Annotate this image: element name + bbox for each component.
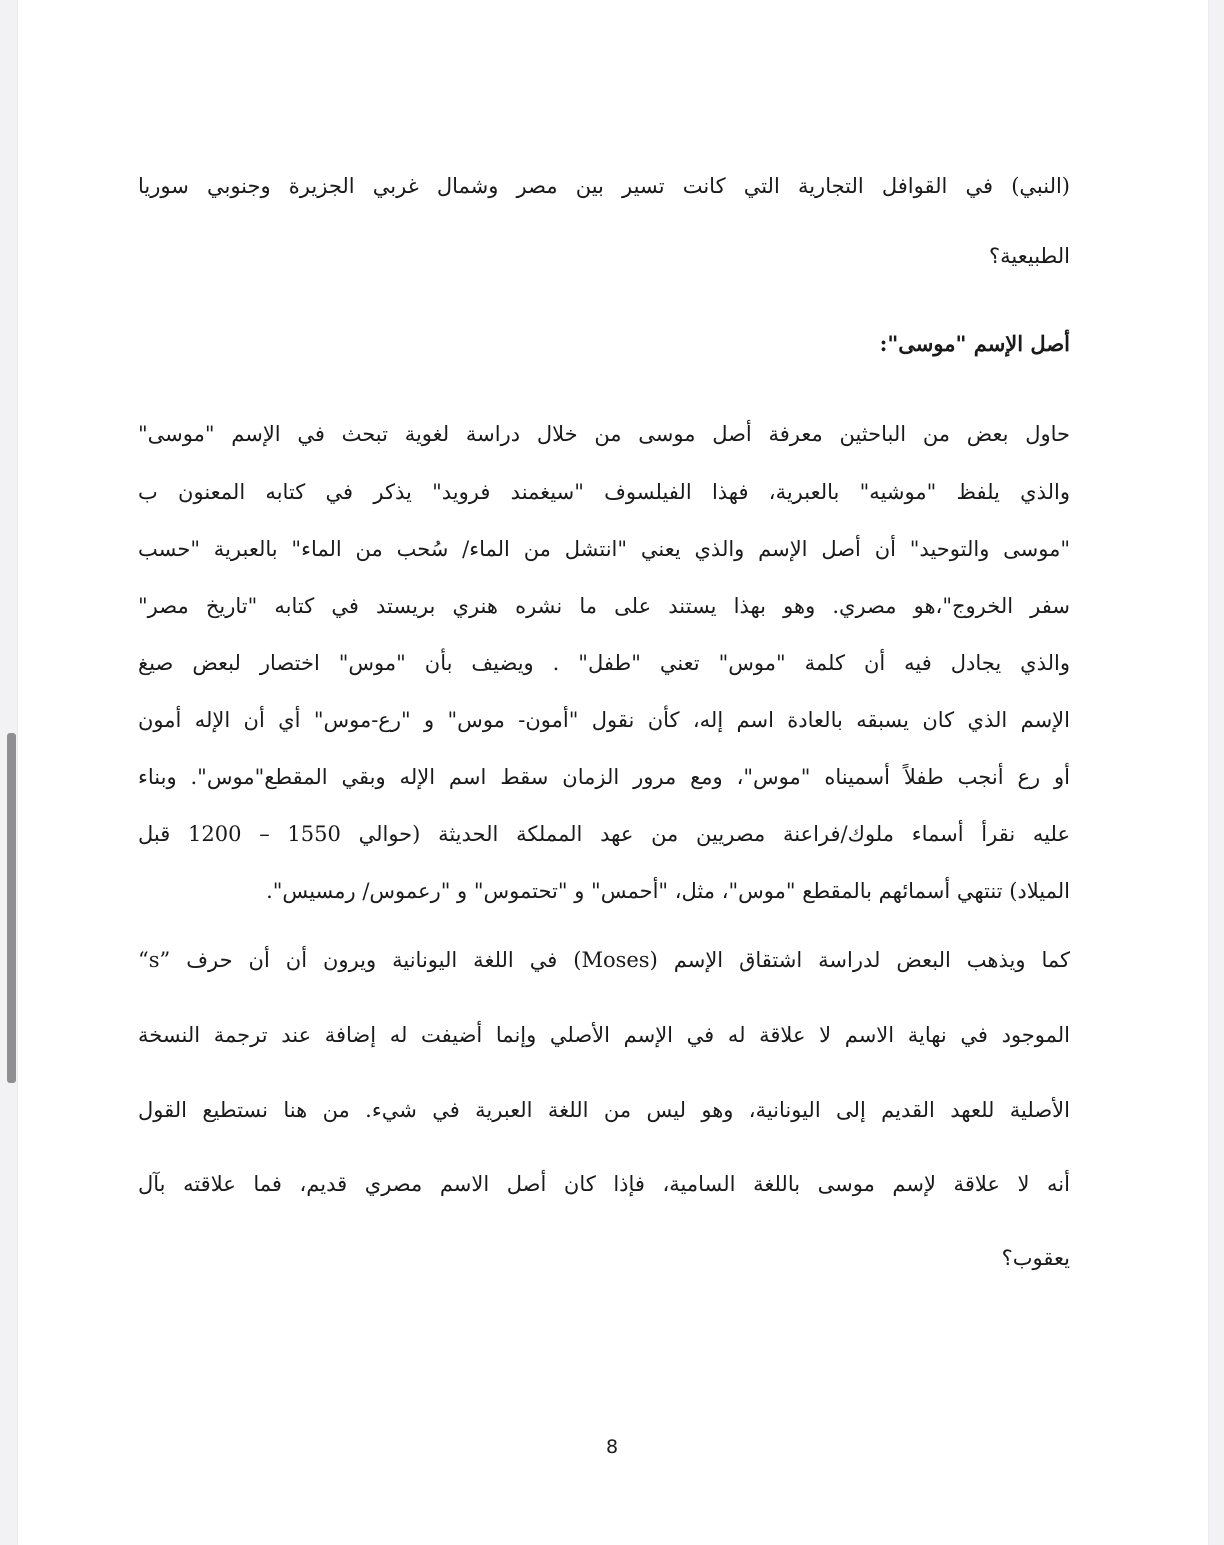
paragraph-2-line-2: والذي يلفظ "موشيه" بالعبرية، فهذا الفيلسوف "سيغمند فرويد" يذكر في كتابه المعنون ب	[138, 480, 1070, 504]
paragraph-2-line-9: الميلاد) تنتهي أسمائهم بالمقطع "موس"، مثل، "أحمس" و "تحتموس" و "رعموس/ رمسيس".	[266, 879, 1070, 903]
paragraph-1-line-1: (النبي) في القوافل التجارية التي كانت تسير بين مصر وشمال غربي الجزيرة وجنوبي سوريا	[138, 174, 1070, 198]
paragraph-3-line-4: أنه لا علاقة لإسم موسى باللغة السامية، فإذا كان أصل الاسم مصري قديم، فما علاقته بآل	[138, 1172, 1070, 1196]
page-number: 8	[605, 1436, 619, 1458]
paragraph-2-line-6: الإسم الذي كان يسبقه بالعادة اسم إله، كأن نقول "أمون- موس" و "رع-موس" أي أن الإله أمون	[138, 708, 1070, 732]
vertical-scrollbar-thumb[interactable]	[7, 733, 16, 1083]
paragraph-3-line-2: الموجود في نهاية الاسم لا علاقة له في الإسم الأصلي وإنما أضيفت له إضافة عند ترجمة النسخة	[138, 1023, 1070, 1047]
paragraph-2-line-4: سفر الخروج"،هو مصري. وهو بهذا يستند على ما نشره هنري بريستد في كتابه "تاريخ مصر"	[138, 594, 1070, 618]
paragraph-3-line-1: كما ويذهب البعض لدراسة اشتقاق الإسم (Moses) في اللغة اليونانية ويرون أن أن حرف ”s“	[138, 948, 1070, 972]
paragraph-2-line-8: عليه نقرأ أسماء ملوك/فراعنة مصريين من عهد المملكة الحديثة (حوالي 1550 – 1200 قبل	[138, 822, 1070, 846]
section-heading: أصل الإسم "موسى":	[879, 331, 1070, 356]
paragraph-2-line-5: والذي يجادل فيه أن كلمة "موس" تعني "طفل" . ويضيف بأن "موس" اختصار لبعض صيغ	[138, 651, 1070, 675]
paragraph-3-line-3: الأصلية للعهد القديم إلى اليونانية، وهو ليس من اللغة العبرية في شيء. من هنا نستطيع القول	[138, 1098, 1070, 1122]
paragraph-2-line-7: أو رع أنجب طفلاً أسميناه "موس"، ومع مرور الزمان سقط اسم الإله وبقي المقطع"موس". وبناء	[138, 765, 1070, 789]
paragraph-2-line-1: حاول بعض من الباحثين معرفة أصل موسى من خلال دراسة لغوية تبحث في الإسم "موسى"	[138, 422, 1070, 446]
paragraph-1-line-2: الطبيعية؟	[988, 244, 1070, 268]
paragraph-2-line-3: "موسى والتوحيد" أن أصل الإسم والذي يعني "انتشل من الماء/ سُحب من الماء" بالعبرية "حسب	[138, 537, 1070, 561]
paragraph-3-line-5: يعقوب؟	[1001, 1246, 1070, 1270]
